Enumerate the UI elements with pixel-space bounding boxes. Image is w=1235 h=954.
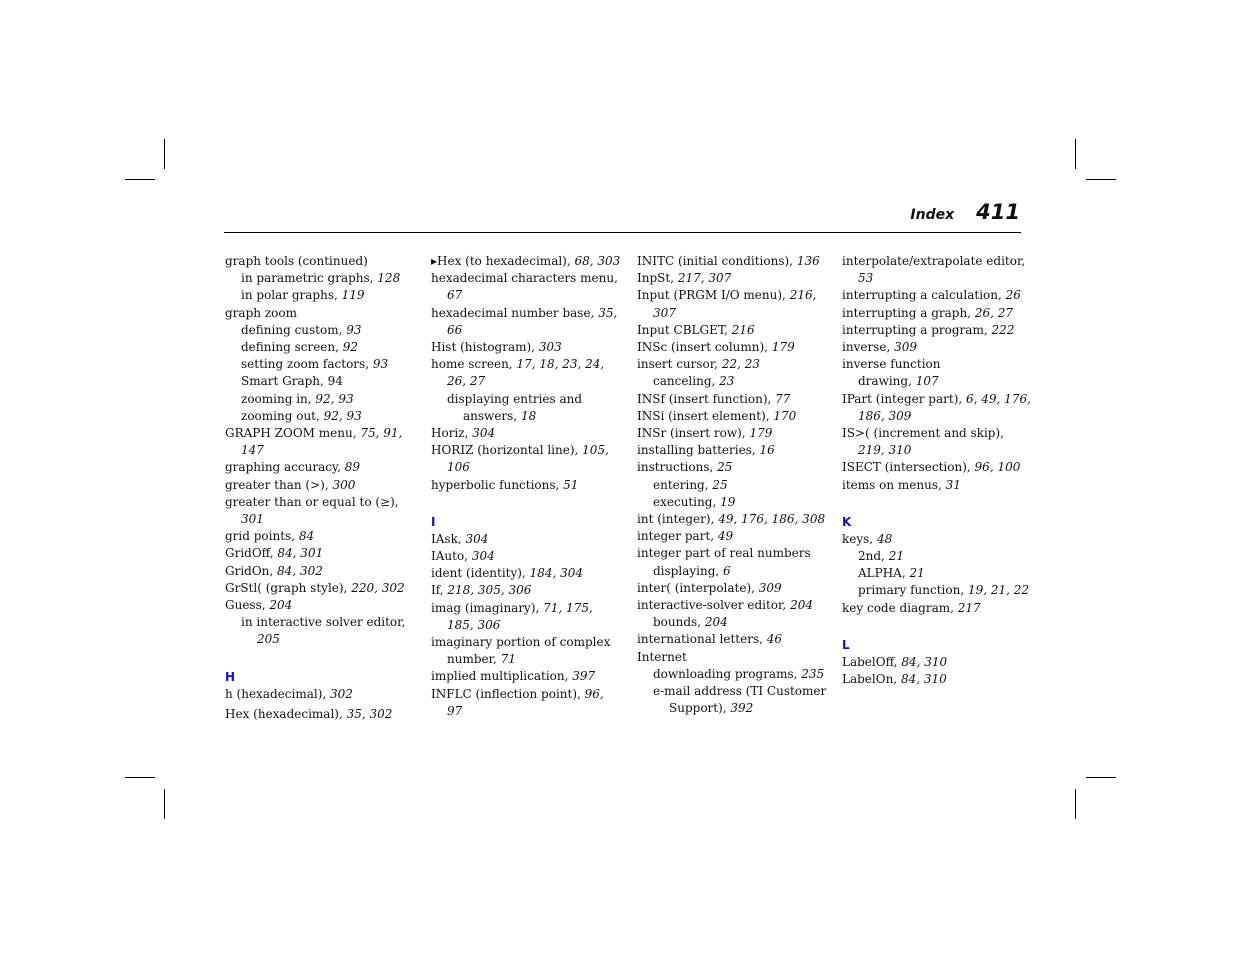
index-section-heading: H [225,669,236,684]
page-references: 304 [471,549,495,564]
index-subentry [225,614,415,648]
index-subentry [225,373,415,390]
index-entry [842,600,1032,617]
index-subentry [225,270,415,287]
page-references: 96, 100 [974,460,1021,475]
index-entry [431,339,621,356]
index-entry [431,634,621,668]
page-references: 184, 304 [529,566,584,581]
page-references: 204 [269,598,293,613]
entry-term: INSc (insert column), [637,340,772,355]
page-references: 23 [719,374,735,389]
entry-term: defining custom, [241,322,347,337]
page-references: 222 [991,322,1015,337]
entry-term: installing batteries, [637,443,760,458]
index-entry [431,548,621,565]
page-number: 411 [976,200,1020,224]
page-references: 21 [909,566,925,581]
entry-term: int (integer), [637,512,719,527]
entry-term: integer part of real numbers [637,546,811,561]
entry-term: instructions, [637,460,718,475]
entry-term: INSi (insert element), [637,408,774,423]
crop-mark [1075,789,1076,819]
page-references: 18 [520,408,537,423]
entry-term: e-mail address (TI Customer Support), [653,684,827,716]
index-entry [842,253,1032,287]
entry-term: graph zoom [225,305,297,320]
index-entry [637,511,827,528]
entry-term: home screen, [431,357,517,372]
page-references: 105, 106 [447,443,609,475]
entry-term: greater than (>), [225,477,333,492]
index-entry [431,356,621,390]
index-subentry [225,408,415,425]
entry-term: HORIZ (horizontal line), [431,443,583,458]
index-entry [637,597,827,614]
page-references: 235 [801,666,825,681]
page-references: 53 [858,271,874,286]
index-entry [225,706,415,723]
index-entry [431,305,621,339]
entry-term: insert cursor, [637,357,722,372]
entry-term: graphing accuracy, [225,460,345,475]
index-entry [431,600,621,634]
entry-term: GrStl( (graph style), [225,580,352,595]
index-subentry [842,548,1032,565]
crop-mark [164,789,165,819]
entry-term: interrupting a program, [842,322,992,337]
index-entry [431,270,621,304]
index-entry [842,477,1032,494]
page-references: 84, 301 [277,546,324,561]
page-references: 77 [775,391,791,406]
index-entry [225,580,415,597]
index-subentry [225,339,415,356]
entry-term: IS>( (increment and skip), [842,426,1004,441]
crop-mark [164,139,165,169]
index-entry [637,580,827,597]
page-references: 67 [447,288,463,303]
page-references: 128 [377,271,401,286]
entry-term: interpolate/extrapolate editor, [842,254,1026,268]
index-subentry [637,614,827,631]
entry-term: canceling, [653,374,720,389]
entry-term: interactive-solver editor, [637,598,791,613]
page-references: 51 [563,477,579,492]
index-subentry [637,477,827,494]
index-subentry [431,391,621,425]
page-references: 218, 305, 306 [447,583,532,598]
page-references: 119 [341,288,365,303]
index-entry [225,528,415,545]
page-references: 217, 307 [677,271,732,286]
page-references: 96, 97 [447,686,604,718]
entry-term: hyperbolic functions, [431,477,564,492]
index-subentry [225,322,415,339]
entry-term: If, [431,583,448,598]
entry-term: drawing, [858,374,916,389]
entry-term: setting zoom factors, [241,357,373,372]
index-entry [842,339,1032,356]
index-subentry [637,494,827,511]
entry-term: imag (imaginary), [431,600,544,615]
index-entry [842,287,1032,304]
index-entry [431,668,621,685]
page-references: 392 [730,701,754,716]
page-references: 84 [298,529,315,544]
index-entry [225,459,415,476]
index-entry [637,545,827,562]
entry-term: Internet [637,649,687,664]
page-references: 48 [876,531,893,546]
entry-term: GRAPH ZOOM menu, [225,426,361,441]
index-subentry [842,373,1032,390]
index-entry [225,305,415,322]
page-references: 68, 303 [574,254,621,268]
entry-term: implied multiplication, [431,669,573,684]
entry-term: international letters, [637,632,767,647]
index-column-2 [431,253,621,720]
index-subentry [637,683,827,717]
entry-term: INITC (initial conditions), [637,254,797,268]
entry-term: h (hexadecimal), [225,686,330,701]
entry-term: ISECT (intersection), [842,460,975,475]
index-subentry [842,565,1032,582]
page-references: 216 [731,322,755,337]
entry-term: defining screen, [241,340,343,355]
page-references: 19, 21, 22 [967,583,1030,598]
page-references: 35, 66 [447,305,618,337]
index-entry [225,563,415,580]
entry-term: grid points, [225,529,299,544]
page-references: 46 [766,632,783,647]
entry-term: GridOn, [225,563,278,578]
entry-term: ALPHA, [858,566,910,581]
page-references: 93 [346,322,362,337]
entry-term: IAuto, [431,549,472,564]
index-entry [431,477,621,494]
index-subentry [225,287,415,304]
page-references: 204 [704,615,728,630]
entry-term: INSr (insert row), [637,426,750,441]
index-entry [842,425,1032,459]
entry-term: displaying, [653,563,724,578]
entry-term: LabelOn, [842,672,901,687]
index-entry [842,305,1032,322]
index-section-heading: L [842,637,850,652]
index-entry [637,253,827,270]
page-references: 17, 18, 23, 24, 26, 27 [447,357,605,389]
entry-term: Hex (hexadecimal), [225,706,347,721]
index-entry [637,649,827,666]
entry-term: GridOff, [225,546,278,561]
page-references: 303 [538,340,562,355]
running-head [910,200,1020,224]
page-references: 89 [344,460,361,475]
page-references: 136 [796,254,820,268]
page-references: 92, 93 [315,391,354,406]
page-references: 75, 91, 147 [241,426,403,458]
entry-term: key code diagram, [842,600,958,615]
index-column-1 [225,253,415,723]
index-entry [225,494,415,528]
index-column-3 [637,253,827,717]
entry-term: integer part, [637,529,718,544]
entry-term: Horiz, [431,426,473,441]
page-references: 179 [771,340,795,355]
page-references: 84, 310 [901,654,948,669]
entry-term: Input (PRGM I/O menu), [637,288,790,303]
index-entry [431,531,621,548]
page-references: 309 [758,580,782,595]
index-subentry [637,563,827,580]
page-references: 26, 27 [974,305,1014,320]
page-references: 216, 307 [653,288,817,320]
index-entry [225,477,415,494]
entry-term: primary function, [858,583,968,598]
entry-term: in polar graphs, [241,288,342,303]
page-references: 304 [465,531,489,546]
entry-term: ident (identity), [431,566,530,581]
entry-term: Hist (histogram), [431,340,539,355]
index-entry [842,322,1032,339]
index-entry [637,442,827,459]
page-references: 304 [472,426,496,441]
entry-term: Guess, [225,598,270,613]
entry-term: inverse function [842,357,941,372]
header-rule [224,232,1021,233]
index-entry [637,425,827,442]
page-references: 170 [773,408,797,423]
index-entry [842,391,1032,425]
index-subentry [225,391,415,408]
page-references: 300 [332,477,356,492]
page-references: 302 [330,686,353,701]
entry-term: interrupting a calculation, [842,288,1006,303]
entry-term: hexadecimal number base, [431,305,599,320]
entry-term: keys, [842,531,877,546]
page-references: 35, 302 [346,706,393,721]
entry-term: zooming out, [241,408,324,423]
entry-term: inter( (interpolate), [637,580,759,595]
page-references: 16 [759,443,775,458]
index-subentry [225,356,415,373]
page-references: 179 [749,426,773,441]
index-entry [842,671,1032,688]
page-references: 92 [342,340,359,355]
page-references: 301 [241,512,264,527]
crop-mark [1086,777,1116,778]
entry-term: IPart (integer part), [842,391,967,406]
index-entry [842,531,1032,548]
index-entry [637,631,827,648]
page-references: 21 [888,549,904,564]
entry-term: displaying entries and answers, [447,391,583,423]
index-entry [431,565,621,582]
index-subentry [637,373,827,390]
entry-term: LabelOff, [842,654,902,669]
page-references: 220, 302 [351,580,405,595]
page-references: 217 [957,600,981,615]
page-references: 6 [723,563,731,578]
index-entry [225,253,415,270]
entry-term: entering, [653,477,713,492]
entry-term: 2nd, [858,549,889,564]
page-references: 84, 302 [277,563,323,578]
index-entry [637,270,827,287]
page-references: 49, 176, 186, 308 [718,512,826,527]
entry-term: IAsk, [431,531,466,546]
index-entry [225,597,415,614]
page-references: 93 [372,357,389,372]
crop-mark [125,179,155,180]
index-entry [637,339,827,356]
page-references: 26 [1005,288,1021,303]
entry-term: downloading programs, [653,666,802,681]
page-references: 92, 93 [323,408,362,423]
entry-term: imaginary portion of complex number, [431,635,611,667]
entry-term: INFLC (inflection point), [431,686,585,701]
index-entry [431,253,621,270]
index-entry [842,356,1032,373]
page-references: 19 [720,494,736,509]
entry-term: Smart Graph, 94 [241,374,343,389]
index-entry [431,582,621,599]
index-entry [225,545,415,562]
page-references: 84, 310 [900,672,947,687]
entry-term: interrupting a graph, [842,305,975,320]
entry-term: Input CBLGET, [637,322,732,337]
entry-term: in parametric graphs, [241,271,378,286]
page-references: 49 [717,529,734,544]
index-entry [637,408,827,425]
index-entry [225,686,415,703]
page-references: 397 [572,669,596,684]
entry-term: zooming in, [241,391,316,406]
index-subentry [637,666,827,683]
page-references: 25 [717,460,733,475]
page-references: 31 [945,477,961,492]
index-section-heading: I [431,514,436,529]
page-references: 71 [500,652,516,667]
index-entry [637,459,827,476]
index-entry [842,459,1032,476]
entry-term: ▸Hex (to hexadecimal), [431,254,575,268]
entry-term: inverse, [842,340,895,355]
crop-mark [1086,179,1116,180]
page-references: 309 [894,340,917,355]
entry-term: InpSt, [637,271,678,286]
page-references: 205 [257,632,280,647]
index-section-heading: K [842,514,852,529]
page-references: 107 [915,374,939,389]
page-references: 6, 49, 176, 186, 309 [858,391,1031,423]
index-entry [225,425,415,459]
page-references: 22, 23 [721,357,760,372]
entry-term: items on menus, [842,477,946,492]
page-references: 71, 175, 185, 306 [447,600,593,632]
entry-term: graph tools (continued) [225,254,368,268]
index-entry [842,654,1032,671]
index-entry [637,528,827,545]
index-column-4 [842,253,1032,688]
entry-term: hexadecimal characters menu, [431,271,618,286]
index-entry [637,391,827,408]
entry-term: greater than or equal to (≥), [225,494,399,509]
index-entry [637,356,827,373]
index-entry [637,287,827,321]
index-entry [431,442,621,476]
page-references: 219, 310 [858,443,912,458]
page-references: 204 [790,598,813,613]
entry-term: executing, [653,494,721,509]
section-title: Index [910,207,955,223]
crop-mark [125,777,155,778]
page-references: 25 [712,477,728,492]
entry-term: in interactive solver editor, [241,615,406,630]
index-entry [431,686,621,720]
entry-term: INSf (insert function), [637,391,776,406]
index-entry [431,425,621,442]
index-subentry [842,582,1032,599]
crop-mark [1075,139,1076,169]
entry-term: bounds, [653,615,705,630]
index-entry [637,322,827,339]
